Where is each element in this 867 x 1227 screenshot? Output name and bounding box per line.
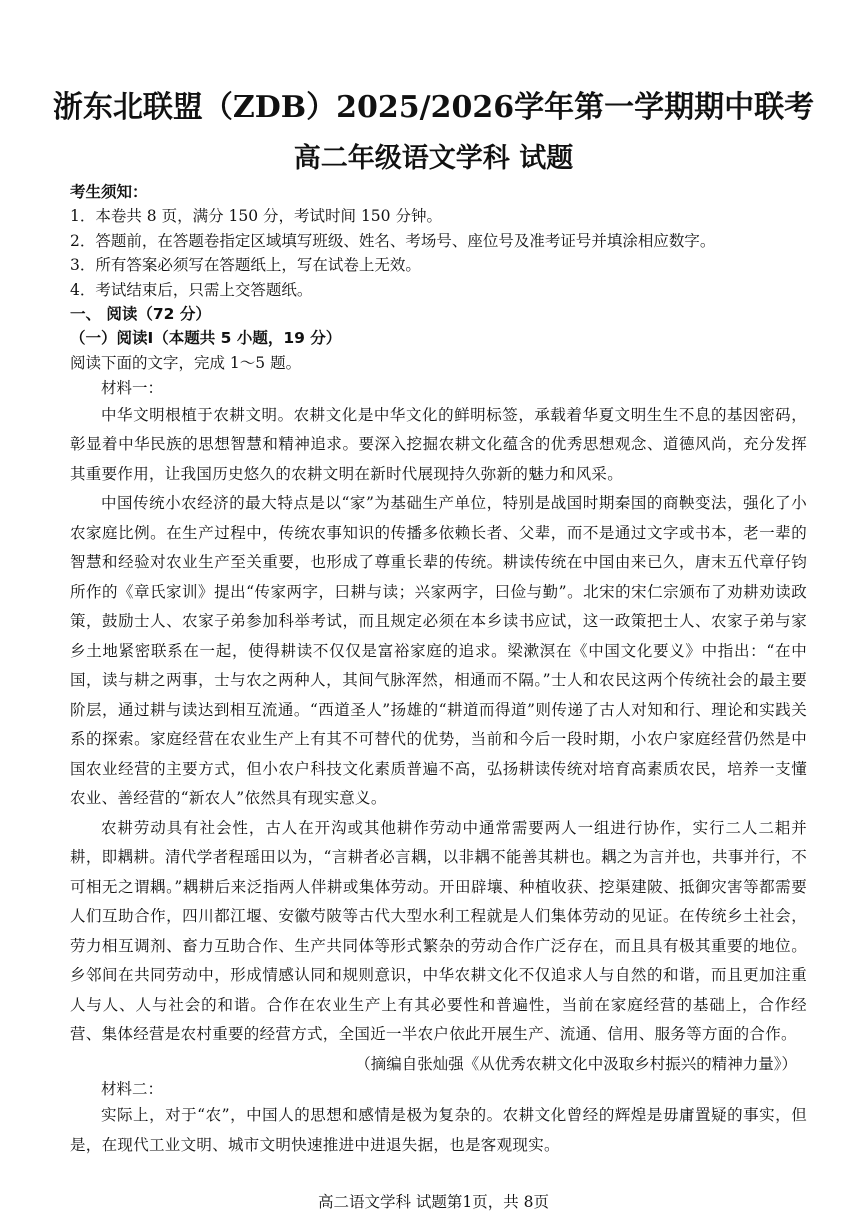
section-heading: 一、 阅读（72 分） <box>70 305 211 324</box>
exam-subtitle: 高二年级语文学科 试题 <box>293 143 574 174</box>
exam-title: 浙东北联盟（ZDB）2025/2026学年第一学期期中联考 <box>52 90 815 125</box>
exam-body <box>70 180 807 1160</box>
material-paragraph: 实际上，对于“农”，中国人的思想和感情是极为复杂的。农耕文化曾经的辉煌是毋庸置疑的事实，但是，在现代工业文明、城市文明快速推进中进退失据，也是客观现实。 <box>70 1106 807 1154</box>
material-label: 材料一： <box>101 379 164 398</box>
notice-item: 2．答题前，在答题卷指定区域填写班级、姓名、考场号、座位号及准考证号并填涂相应数字。 <box>70 231 716 250</box>
notice-item: 3．所有答案必须写在答题纸上，写在试卷上无效。 <box>70 256 421 275</box>
notice-heading: 考生须知： <box>70 183 148 201</box>
material-paragraph: 中华文明根植于农耕文明。农耕文化是中华文化的鲜明标签，承载着华夏文明生生不息的基因密码，彰显着中华民族的思想智慧和精神追求。要深入挖掘农耕文化蕴含的优秀思想观念、道德风尚，充分发挥其重要作用，让我国历史悠久的农耕文明在新时代展现持久弥新的魅力和风采。 <box>70 405 807 483</box>
material-label: 材料二： <box>101 1080 164 1099</box>
material-paragraph: 中国传统小农经济的最大特点是以“家”为基础生产单位，特别是战国时期秦国的商鞅变法，强化了小农家庭比例。在生产过程中，传统农事知识的传播多依赖长者、父辈，而不是通过文字或书本，老一辈的智慧和经验对农业生产至关重要，也形成了尊重长辈的传统。耕读传统在中国由来已久，唐末五代章仔钧所作的《章氏家训》提出“传家两字，曰耕与读；兴家两字，曰俭与勤”。北宋的宋仁宗颁布了劝耕劝读政策，鼓励士人、农家子弟参加科举考试，而且规定必须在本乡读书应试，这一政策把士人、农家子弟与家乡土地紧密联系在一起，使得耕读不仅仅是富裕家庭的追求。梁漱溟在《中国文化要义》中指出：“在中国，读与耕之两事，士与农之两种人，其间气脉浑然，相通而不隔。”士人和农民这两个传统社会的最主要阶层，通过耕与读达到相互流通。“西道圣人”扬雄的“耕道而得道”则传递了古人对知和行、理论和实践关系的探索。家庭经营在农业生产上有其不可替代的优势，当前和今后一段时期，小农户家庭经营仍然是中国农业经营的主要方式，但小农户科技文化素质普遍不高，弘扬耕读传统对培育高素质农民，培养一支懂农业、善经营的“新农人”依然具有现实意义。 <box>70 494 807 808</box>
material-paragraph: 农耕劳动具有社会性，古人在开沟或其他耕作劳动中通常需要两人一组进行协作，实行二人二耜并耕，即耦耕。清代学者程瑶田以为，“言耕者必言耦，以非耦不能善其耕也。耦之为言并也，共事并行，不可相无之谓耦。”耦耕后来泛指两人伴耕或集体劳动。开田辟壤、种植收获、挖渠建陂、抵御灾害等都需要人们互助合作，四川都江堰、安徽芍陂等古代大型水利工程就是人们集体劳动的见证。在传统乡土社会，劳力相互调剂、畜力互助合作、生产共同体等形式繁杂的劳动合作广泛存在，而且具有极其重要的地位。乡邻间在共同劳动中，形成情感认同和规则意识，中华农耕文化不仅追求人与自然的和谐，而且更加注重人与人、人与社会的和谐。合作在农业生产上有其必要性和普遍性，当前在家庭经营的基础上，合作经营、集体经营是农村重要的经营方式，全国近一半农户依此开展生产、流通、信用、服务等方面的合作。 <box>70 818 807 1044</box>
material-source: （摘编自张灿强《从优秀农耕文化中汲取乡村振兴的精神力量》） <box>355 1054 797 1073</box>
section-instruction: 阅读下面的文字，完成 1～5 题。 <box>70 353 302 372</box>
section-subheading: （一）阅读Ⅰ（本题共 5 小题，19 分） <box>70 329 342 348</box>
notice-item: 1．本卷共 8 页，满分 150 分，考试时间 150 分钟。 <box>70 207 442 226</box>
page-footer: 高二语文学科 试题第1页，共 8页 <box>317 1193 550 1211</box>
notice-item: 4．考试结束后，只需上交答题纸。 <box>70 280 313 299</box>
